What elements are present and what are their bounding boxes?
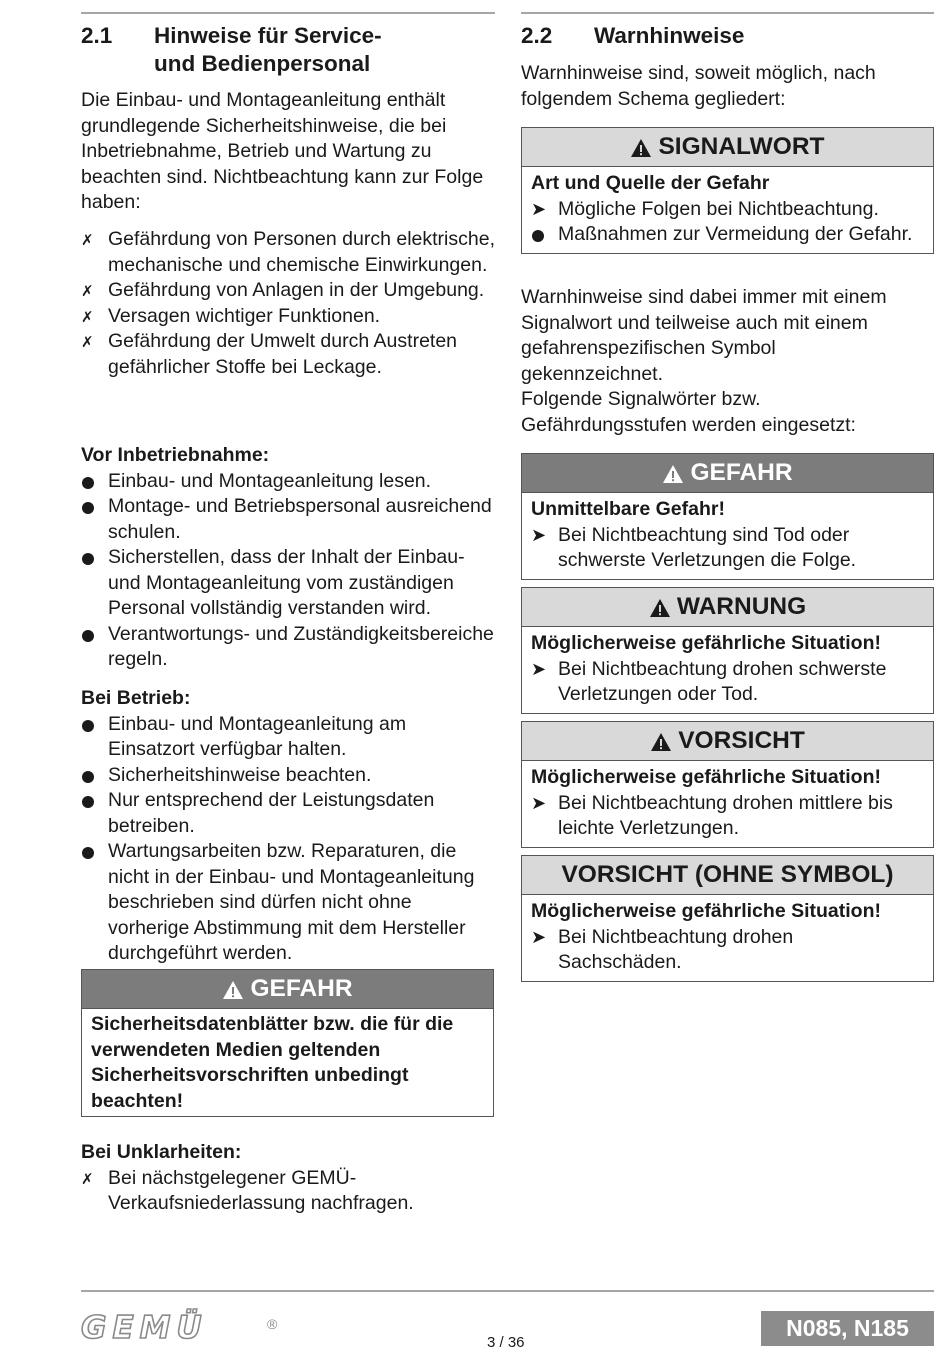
level-signal: VORSICHT (OHNE SYMBOL): [561, 861, 894, 889]
list-item-text: Maßnahmen zur Vermeidung der Gefahr.: [558, 223, 913, 245]
level-list: [531, 925, 924, 976]
gemu-logo: GEMÜ: [81, 1310, 208, 1346]
list-item-text: Mögliche Folgen bei Nichtbeachtung.: [558, 197, 879, 220]
dot-bullet-icon: [82, 553, 94, 565]
cross-bullet-icon: ✗: [81, 232, 94, 249]
dot-bullet-icon: [82, 477, 94, 489]
arrow-bullet-icon: ➤: [531, 792, 547, 813]
dot-bullet-icon: [82, 630, 94, 642]
section-title-line2: und Bedienpersonal: [154, 51, 371, 76]
level-box-vorsicht: [521, 721, 934, 848]
list-item-text: Gefährdung von Personen durch elektrische, mechanische und chemische Einwirkungen.: [108, 228, 495, 276]
list-item: [531, 197, 924, 223]
list-item: [81, 469, 495, 495]
level-body: [522, 493, 933, 579]
level-header: [522, 856, 933, 895]
list-item: [531, 925, 924, 976]
level-body: [522, 761, 933, 847]
unclear-block: [81, 1140, 495, 1217]
list-item-text: Sicherheitshinweise beachten.: [108, 763, 372, 786]
level-body: [522, 627, 933, 713]
list-item: [81, 1166, 495, 1217]
list-item-text: Sicherstellen, dass der Inhalt der Einbau- und Montageanleitung vom zuständigen Personal vollständig verstanden wird.: [108, 546, 465, 619]
section-number: 2.1: [81, 23, 113, 48]
cross-bullet-icon: ✗: [81, 308, 94, 326]
signalword-explanation: [521, 285, 921, 438]
cross-bullet-icon: ✗: [81, 334, 94, 351]
level-subhead: Möglicherweise gefährliche Situation!: [531, 632, 881, 654]
list-item-text: Bei Nichtbeachtung drohen schwerste Verletzungen oder Tod.: [558, 657, 887, 705]
document-code-badge: N085, N185: [761, 1311, 934, 1346]
intro-paragraph: Die Einbau- und Montageanleitung enthält grundlegende Sicherheitshinweise, die bei Inbetriebnahme, Betrieb und Wartung zu beachten sind. Nichtbeachtung kann zur Folge haben:: [81, 89, 484, 213]
danger-notice-header: [82, 970, 493, 1009]
dot-bullet-icon: [532, 230, 544, 242]
dot-bullet-icon: [82, 502, 94, 514]
level-header: [522, 454, 933, 493]
before-commissioning-list: [81, 469, 495, 673]
list-item-text: Verantwortungs- und Zuständigkeitsbereiche regeln.: [108, 622, 494, 670]
list-item: [81, 278, 495, 304]
top-rule-right: [521, 12, 934, 14]
list-item: [81, 329, 495, 380]
list-item-text: Montage- und Betriebspersonal ausreichend schulen.: [108, 495, 492, 543]
warning-triangle-icon: [649, 598, 671, 618]
level-body: [522, 895, 933, 981]
level-subhead: Möglicherweise gefährliche Situation!: [531, 766, 881, 788]
list-item: [81, 839, 495, 967]
list-item: [81, 304, 495, 330]
list-item-text: Gefährdung der Umwelt durch Austreten gefährlicher Stoffe bei Leckage.: [108, 330, 458, 378]
list-item: [81, 545, 495, 622]
danger-notice-body: [82, 1009, 493, 1116]
list-item: [81, 494, 495, 545]
level-subhead: Unmittelbare Gefahr!: [531, 498, 725, 520]
list-item-text: Nur entsprechend der Leistungsdaten betreiben.: [108, 789, 435, 837]
level-list: [531, 657, 924, 708]
arrow-bullet-icon: ➤: [531, 524, 547, 545]
during-operation-block: [81, 686, 495, 967]
level-box-gefahr: [521, 453, 934, 580]
list-item-text: Gefährdung von Anlagen in der Umgebung.: [108, 279, 485, 301]
list-item: [81, 788, 495, 839]
dot-bullet-icon: [82, 796, 94, 808]
list-item: [81, 622, 495, 673]
list-item-text: Bei Nichtbeachtung drohen Sachschäden.: [558, 925, 794, 973]
before-commissioning-title: Vor Inbetriebnahme:: [81, 444, 270, 466]
list-item: [531, 222, 924, 248]
signalword-levels-text: Folgende Signalwörter bzw. Gefährdungsstufen werden eingesetzt:: [521, 388, 856, 436]
arrow-bullet-icon: ➤: [531, 658, 547, 679]
signalword-header: [522, 128, 933, 167]
signalword-schema-box: [521, 127, 934, 254]
warning-triangle-icon: [630, 138, 652, 158]
dot-bullet-icon: [82, 720, 94, 732]
dot-bullet-icon: [82, 847, 94, 859]
level-subhead: Möglicherweise gefährliche Situation!: [531, 900, 881, 922]
before-commissioning-block: [81, 443, 495, 673]
during-operation-title: Bei Betrieb:: [81, 687, 191, 709]
level-box-warnung: [521, 587, 934, 714]
top-rule-left: [81, 12, 495, 14]
level-list: [531, 791, 924, 842]
danger-notice-signal: GEFAHR: [250, 975, 353, 1003]
signalword-explanation-text: Warnhinweise sind dabei immer mit einem Signalwort und teilweise auch mit einem gefahrenspezifischen Symbol gekennzeichnet.: [521, 286, 887, 385]
section-heading-2-1: [81, 22, 382, 78]
arrow-bullet-icon: ➤: [531, 926, 547, 947]
cross-bullet-icon: ✗: [81, 283, 94, 300]
arrow-bullet-icon: ➤: [531, 198, 547, 219]
list-item-text: Bei nächstgelegener GEMÜ-Verkaufsniederlassung nachfragen.: [108, 1166, 414, 1214]
signalword-label: SIGNALWORT: [658, 133, 825, 161]
level-header: [522, 722, 933, 761]
signalword-body: [522, 167, 933, 253]
section-title: Warnhinweise: [594, 23, 745, 48]
cross-bullet-icon: ✗: [81, 1170, 94, 1188]
danger-notice-box: [81, 969, 494, 1117]
level-signal: WARNUNG: [676, 593, 807, 621]
warning-triangle-icon: [222, 980, 244, 1000]
warning-intro: Warnhinweise sind, soweit möglich, nach folgendem Schema gegliedert:: [521, 62, 876, 110]
list-item: [81, 763, 495, 789]
section-title: [154, 22, 382, 78]
level-signal: VORSICHT: [678, 727, 805, 755]
level-signal: GEFAHR: [690, 459, 793, 487]
list-item: [81, 227, 495, 278]
level-box-vorsicht-ohne-symbol: [521, 855, 934, 982]
section-number: 2.2: [521, 23, 553, 48]
page-number: 3 / 36: [487, 1334, 525, 1351]
list-item-text: Bei Nichtbeachtung sind Tod oder schwerste Verletzungen die Folge.: [558, 523, 857, 571]
level-header: [522, 588, 933, 627]
warning-triangle-icon: [662, 464, 684, 484]
list-item-text: Einbau- und Montageanleitung lesen.: [108, 469, 432, 492]
list-item-text: Einbau- und Montageanleitung am Einsatzort verfügbar halten.: [108, 712, 407, 760]
list-item-text: Wartungsarbeiten bzw. Reparaturen, die nicht in der Einbau- und Montageanleitung beschrieben sind dürfen nicht ohne vorherige Abstimmung mit dem Hersteller durchgeführt werden.: [108, 840, 475, 964]
warning-triangle-icon: [650, 732, 672, 752]
unclear-list: [81, 1166, 495, 1217]
list-item-text: Bei Nichtbeachtung drohen mittlere bis leichte Verletzungen.: [558, 791, 893, 839]
list-item: [531, 657, 924, 708]
list-item: [81, 712, 495, 763]
consequence-list: [81, 227, 495, 380]
dot-bullet-icon: [82, 771, 94, 783]
footer-rule: [81, 1290, 934, 1292]
list-item: [531, 523, 924, 574]
hazard-type-source: Art und Quelle der Gefahr: [531, 172, 770, 194]
level-list: [531, 523, 924, 574]
signalword-list: [531, 197, 924, 248]
section-title-line1: Hinweise für Service-: [154, 23, 382, 48]
unclear-title: Bei Unklarheiten:: [81, 1141, 242, 1163]
section-heading-2-2: [521, 22, 744, 50]
list-item-text: Versagen wichtiger Funktionen.: [108, 304, 381, 327]
list-item: [531, 791, 924, 842]
danger-notice-text: Sicherheitsdatenblätter bzw. die für die verwendeten Medien geltenden Sicherheitsvorschriften unbedingt beachten!: [91, 1013, 454, 1112]
during-operation-list: [81, 712, 495, 967]
registered-mark: ®: [267, 1316, 278, 1332]
